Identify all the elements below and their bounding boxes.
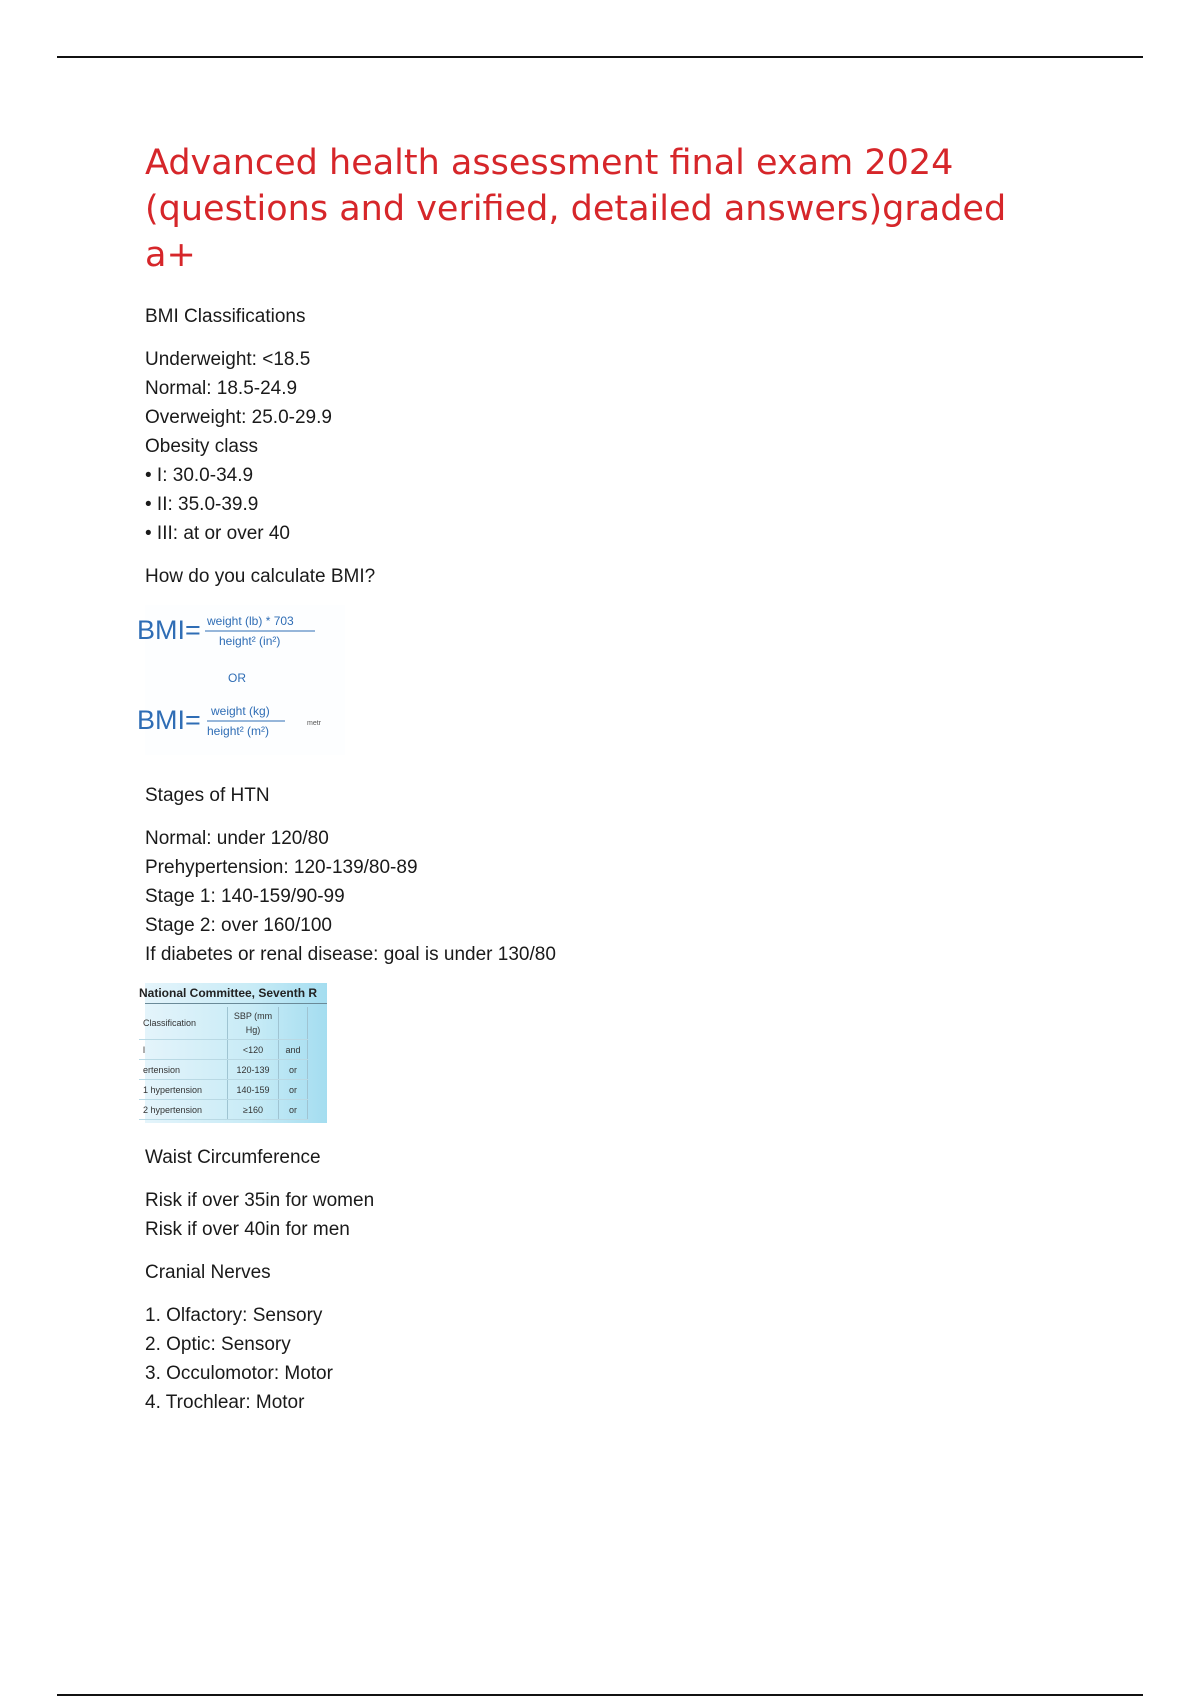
answer-line: Risk if over 35in for women <box>145 1190 375 1211</box>
table-cell: ertension <box>139 1060 228 1080</box>
question-stages-htn: Stages of HTN <box>145 785 270 806</box>
bmi-numerator-2: weight (kg) <box>211 704 270 718</box>
table-cell: l <box>139 1040 228 1060</box>
bottom-rule <box>57 1694 1143 1696</box>
answer-line: • I: 30.0-34.9 <box>145 465 254 486</box>
answer-line: If diabetes or renal disease: goal is under 130/80 <box>145 944 556 965</box>
table-row <box>139 1007 308 1040</box>
top-rule <box>57 56 1143 58</box>
table-cell: or <box>279 1060 308 1080</box>
answer-line: Overweight: 25.0-29.9 <box>145 407 332 428</box>
table-cell: 1 hypertension <box>139 1080 228 1100</box>
table-header-cell: SBP (mm Hg) <box>228 1007 279 1040</box>
bmi-lhs-2: BMI= <box>137 705 201 735</box>
jnc7-table-image <box>139 983 327 1123</box>
table-row <box>139 1100 308 1120</box>
table-cell: and <box>279 1040 308 1060</box>
question-calculate-bmi: How do you calculate BMI? <box>145 566 376 587</box>
bmi-numerator-1: weight (lb) * 703 <box>207 614 294 628</box>
jnc7-table <box>139 1007 308 1120</box>
table-header-cell <box>279 1007 308 1040</box>
bmi-side-note: metr <box>307 720 321 727</box>
answer-bmi-classifications <box>145 345 1065 548</box>
jnc7-title-rule <box>145 1003 327 1004</box>
answer-stages-htn <box>145 824 1065 969</box>
bmi-formula-image <box>137 605 345 755</box>
answer-line: Stage 2: over 160/100 <box>145 915 332 936</box>
answer-line: 4. Trochlear: Motor <box>145 1392 305 1413</box>
answer-waist-circumference <box>145 1186 1065 1244</box>
table-cell: 140-159 <box>228 1080 279 1100</box>
question-bmi-classifications: BMI Classifications <box>145 306 306 327</box>
bmi-formula-svg <box>137 605 345 755</box>
bmi-or: OR <box>228 671 246 685</box>
table-row <box>139 1060 308 1080</box>
answer-line: Prehypertension: 120-139/80-89 <box>145 857 418 878</box>
bmi-denominator-2: height² (m²) <box>207 724 270 738</box>
table-header-cell: Classification <box>139 1007 228 1040</box>
answer-line: Normal: under 120/80 <box>145 828 329 849</box>
answer-line: Obesity class <box>145 436 258 457</box>
table-cell: or <box>279 1100 308 1120</box>
answer-line: Stage 1: 140-159/90-99 <box>145 886 345 907</box>
answer-line: Underweight: <18.5 <box>145 349 311 370</box>
table-row <box>139 1040 308 1060</box>
document-title: Advanced health assessment final exam 2024 (questions and verified, detailed answers)graded a+ <box>145 143 1007 275</box>
answer-line: • III: at or over 40 <box>145 523 290 544</box>
table-cell: ≥160 <box>228 1100 279 1120</box>
document-body <box>137 140 1065 1431</box>
answer-line: 2. Optic: Sensory <box>145 1334 291 1355</box>
jnc7-title: National Committee, Seventh R <box>139 986 318 1000</box>
bmi-lhs-1: BMI= <box>137 615 201 645</box>
answer-line: Risk if over 40in for men <box>145 1219 350 1240</box>
answer-line: • II: 35.0-39.9 <box>145 494 259 515</box>
table-row <box>139 1080 308 1100</box>
table-cell: 2 hypertension <box>139 1100 228 1120</box>
answer-line: 3. Occulomotor: Motor <box>145 1363 333 1384</box>
table-cell: 120-139 <box>228 1060 279 1080</box>
question-waist-circumference: Waist Circumference <box>145 1147 321 1168</box>
table-cell: or <box>279 1080 308 1100</box>
answer-cranial-nerves <box>145 1301 1065 1417</box>
answer-line: Normal: 18.5-24.9 <box>145 378 298 399</box>
bmi-denominator-1: height² (in²) <box>219 634 281 648</box>
question-cranial-nerves: Cranial Nerves <box>145 1262 271 1283</box>
table-cell: <120 <box>228 1040 279 1060</box>
answer-line: 1. Olfactory: Sensory <box>145 1305 323 1326</box>
